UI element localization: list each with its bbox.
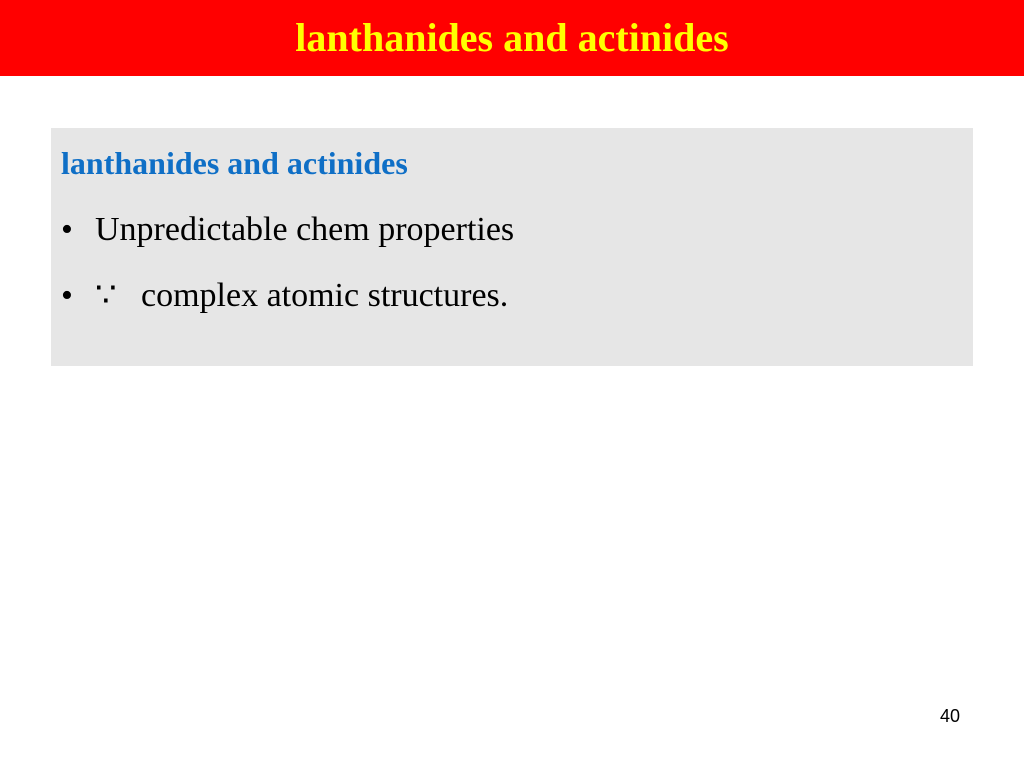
because-symbol: ∵ (95, 277, 117, 314)
bullet-text: Unpredictable chem properties (95, 211, 515, 248)
page-number: 40 (940, 706, 961, 726)
title-bar (0, 0, 1024, 76)
bullet-item-properties (61, 210, 514, 251)
bullet-marker: • (61, 277, 73, 314)
content-box (51, 128, 973, 366)
bullet-marker: • (61, 211, 73, 248)
slide-title: lanthanides and actinides (295, 15, 729, 60)
bullet-text: complex atomic structures. (141, 277, 509, 314)
box-heading: lanthanides and actinides (61, 145, 408, 181)
bullet-item-structures (61, 276, 508, 317)
